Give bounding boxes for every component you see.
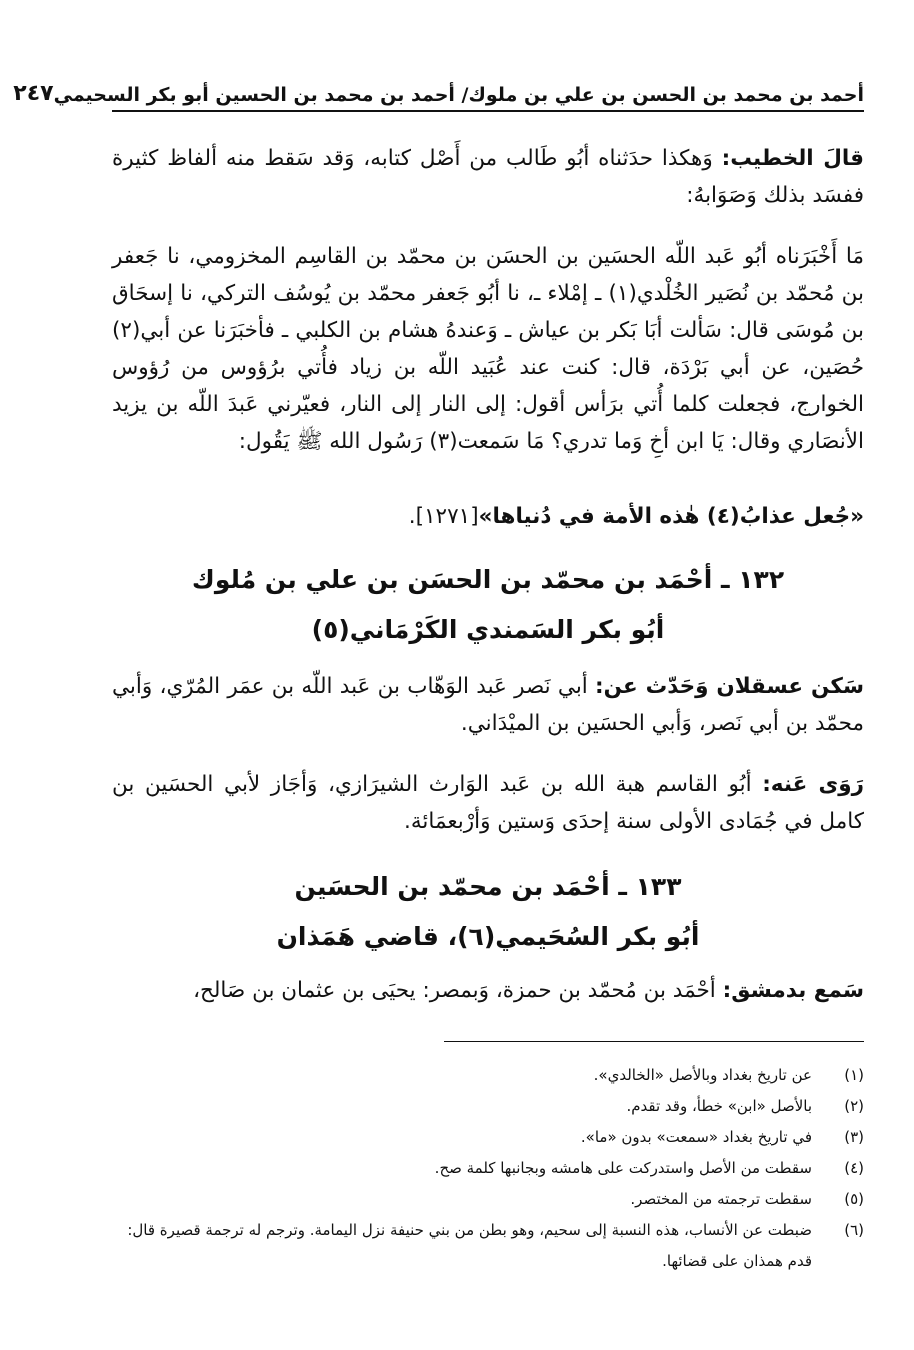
footnote-number: (٥)	[844, 1190, 864, 1208]
paragraph-text: مَا أَخْبَرَناه أبُو عَبد اللّه الحسَين بن الحسَن بن محمّد بن القاسِم المخزومي، نا جَعفر بن مُحمّد بن نُصَير الخُلْدي(١) ـ إمْلاء ـ، نا أبُو جَعفر محمّد بن يُوسُف التركي، نا إسحَاق بن مُوسَى قال: سَألت أبَا بَكر بن عياش ـ وَعندهُ هشام بن الكلبي ـ فأخبَرَنا عن أبي(٢) حُصَين، عن أبي بَرْدَة، قال: كنت عند عُبَيد اللّه بن زياد فأُتي برُؤوس من رُؤوس الخوارج، فجعلت كلما أُتي برَأس أقول: إلى النار إلى النار، فعيّرني عَبدَ اللّه بن يزيد الأنصَاري وقال: يَا ابن أخِ وَما تدري؟ مَا سَمعت(٣) رَسُول الله ﷺ يَقُول:	[112, 244, 864, 454]
footnote	[112, 1153, 864, 1184]
paragraph-lead: سَكن عسقلان وَحَدّث عن:	[595, 674, 865, 699]
footnote-text: سقطت من الأصل واستدركت على هامشه وبجانبها كلمة صح.	[434, 1159, 812, 1177]
footnote-text: ضبطت عن الأنساب، هذه النسبة إلى سحيم، وهو بطن من بني حنيفة نزل اليمامة. وترجم له ترجمة قصيرة قال: قدم همذان على قضائها.	[127, 1221, 812, 1270]
footnote	[112, 1122, 864, 1153]
footnote-number: (٣)	[844, 1128, 864, 1146]
paragraph-lead: قالَ الخطيب:	[721, 146, 865, 171]
footnote-number: (١)	[844, 1066, 864, 1084]
paragraph-lead: رَوَى عَنه:	[762, 772, 865, 797]
footnotes	[112, 1060, 864, 1277]
entry-133-paragraph-1	[112, 972, 864, 1009]
footnote-number: (٤)	[844, 1159, 864, 1177]
paragraph-text: وَهكذا حدَثناه أبُو طَالب من أَصْل كتابه، وَقد سَقط منه ألفاظ كثيرة ففسَد بذلك وَصَوَابهُ:	[112, 146, 864, 208]
footnote	[112, 1091, 864, 1122]
footnote-number: (٦)	[844, 1221, 864, 1239]
footnote-number: (٢)	[844, 1097, 864, 1115]
hadith-reference: [١٢٧١].	[408, 504, 479, 529]
footnote-text: سقطت ترجمته من المختصر.	[630, 1190, 812, 1208]
paragraph-isnad	[112, 238, 864, 460]
entry-132-paragraph-2	[112, 766, 864, 840]
entry-heading-line1: ١٣٣ ـ أحْمَد بن محمّد بن الحسَين	[294, 872, 682, 901]
entry-heading-line1: ١٣٢ ـ أحْمَد بن محمّد بن الحسَن بن علي بن مُلوك	[191, 565, 785, 594]
footnote	[112, 1060, 864, 1091]
paragraph-hadith	[112, 498, 864, 535]
footnote	[112, 1215, 864, 1277]
paragraph-text: أبي نَصر عَبد الوَهّاب بن عَبد اللّه بن عمَر المُرّي، وَأبي محمّد بن أبي نَصر، وَأبي الحسَين بن الميْدَاني.	[112, 674, 864, 736]
paragraph-lead: سَمع بدمشق:	[722, 978, 864, 1003]
footnote-text: في تاريخ بغداد «سمعت» بدون «ما».	[580, 1128, 812, 1146]
entry-132-paragraph-1	[112, 668, 864, 742]
footnote-text: بالأصل «ابن» خطأ، وقد تقدم.	[626, 1097, 812, 1115]
paragraph-text: أبُو القاسم هبة الله بن عَبد الوَارث الشيرَازي، وَأجَاز لأبي الحسَين بن كامل في جُمَادى الأولى سنة إحدَى وَستين وَأرْبعمَائة.	[112, 772, 864, 834]
entry-heading-line2: أبُو بكر السُحَيمي(٦)، قاضي هَمَذان	[276, 922, 700, 951]
footnote-divider	[444, 1041, 864, 1042]
paragraph-text: أحْمَد بن مُحمّد بن حمزة، وَبمصر: يحيَى بن عثمان بن صَالح،	[193, 978, 723, 1003]
entry-heading-133	[112, 862, 864, 962]
running-header	[13, 66, 864, 112]
entry-heading-132	[112, 555, 864, 655]
entry-heading-line2: أبُو بكر السَمندي الكَرْمَاني(٥)	[311, 615, 665, 644]
footnote	[112, 1184, 864, 1215]
paragraph-khatib	[112, 140, 864, 214]
hadith-quote: «جُعل عذابُ(٤) هٰذه الأمة في دُنياها»	[478, 504, 864, 529]
page-number: ٢٤٧	[13, 81, 54, 106]
footnote-text: عن تاريخ بغداد وبالأصل «الخالدي».	[593, 1066, 812, 1084]
header-title: أحمد بن محمد بن الحسن بن علي بن ملوك/ أحمد بن محمد بن الحسين أبو بكر السحيمي	[53, 84, 864, 106]
